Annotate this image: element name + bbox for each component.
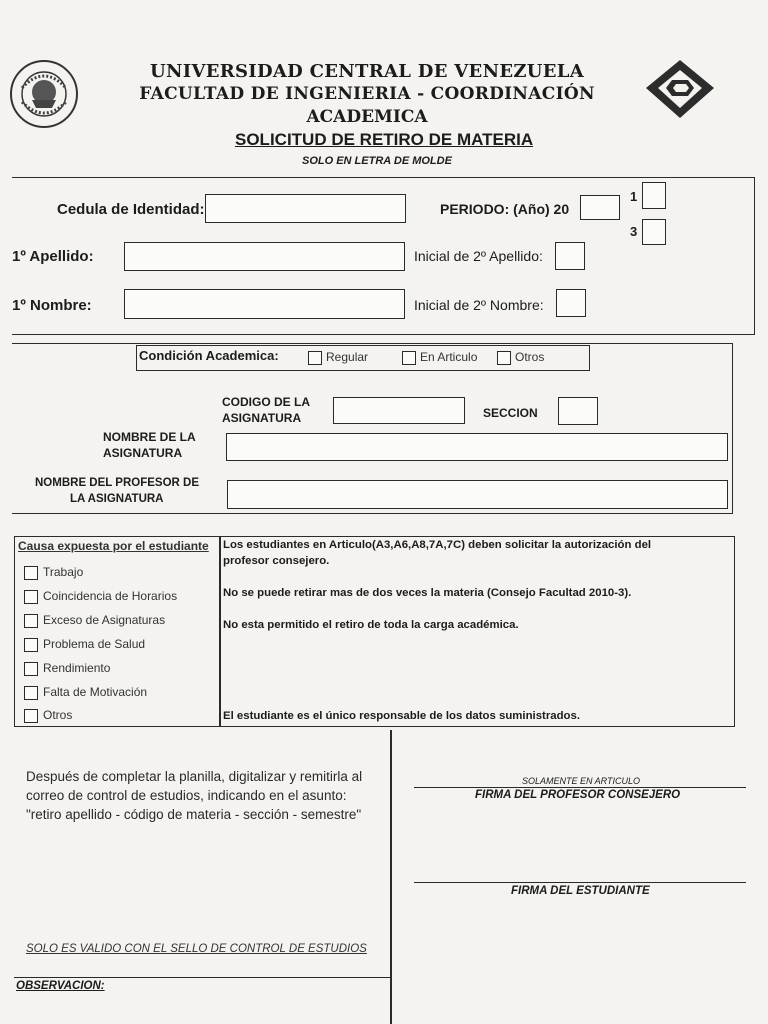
form-title: SOLICITUD DE RETIRO DE MATERIA xyxy=(235,130,534,149)
periodo-label: PERIODO: (Año) 20 xyxy=(440,201,570,217)
cause-label: Exceso de Asignaturas xyxy=(43,613,166,627)
instructions-line2: correo de control de estudios, indicando en el asunto: xyxy=(26,788,347,803)
profesor-label-line2: LA ASIGNATURA xyxy=(70,493,164,505)
periodo-year-field[interactable] xyxy=(580,195,620,220)
inicial-nombre-label: Inicial de 2º Nombre: xyxy=(414,297,544,313)
nombre-label: 1º Nombre: xyxy=(12,297,92,314)
coincidencia-checkbox[interactable] xyxy=(24,590,38,604)
cause-label: Coincidencia de Horarios xyxy=(43,589,178,603)
firma-estudiante-label: FIRMA DEL ESTUDIANTE xyxy=(511,885,650,897)
regular-label: Regular xyxy=(326,350,369,364)
cause-label: Problema de Salud xyxy=(43,637,146,651)
condicion-label: Condición Academica: xyxy=(139,348,279,363)
cause-label: Rendimiento xyxy=(43,661,111,675)
regular-checkbox[interactable] xyxy=(308,351,322,365)
cause-label: Falta de Motivación xyxy=(43,685,148,699)
seccion-label: SECCION xyxy=(483,406,538,420)
en-articulo-checkbox[interactable] xyxy=(402,351,416,365)
codigo-label: CODIGO DE LA xyxy=(222,395,311,409)
inicial-apellido-field[interactable] xyxy=(555,242,585,270)
note-retiro-limite: No se puede retirar mas de dos veces la materia (Consejo Facultad 2010-3). xyxy=(223,587,632,599)
inicial-apellido-label: Inicial de 2º Apellido: xyxy=(414,248,543,264)
apellido-field[interactable] xyxy=(124,242,405,271)
causes-divider xyxy=(219,537,221,726)
en-articulo-label: En Articulo xyxy=(420,350,478,364)
nombre-asignatura-label-line2: ASIGNATURA xyxy=(103,446,183,460)
profesor-label: NOMBRE DEL PROFESOR DE xyxy=(35,477,199,489)
term-1-checkbox[interactable] xyxy=(642,182,666,209)
nombre-asignatura-label: NOMBRE DE LA xyxy=(103,430,196,444)
seccion-field[interactable] xyxy=(558,397,598,425)
cedula-field[interactable] xyxy=(205,194,406,223)
firma-estudiante-line[interactable] xyxy=(414,882,746,883)
profesor-field[interactable] xyxy=(227,480,728,509)
note-carga-academica: No esta permitido el retiro de toda la carga académica. xyxy=(223,619,519,631)
causes-header: Causa expuesta por el estudiante xyxy=(18,539,209,553)
otros-checkbox[interactable] xyxy=(497,351,511,365)
firma-profesor-label: FIRMA DEL PROFESOR CONSEJERO xyxy=(475,789,681,801)
faculty-name: FACULTAD DE INGENIERIA - COORDINACIÓN xyxy=(139,84,595,104)
otros-cause-checkbox[interactable] xyxy=(24,709,38,723)
salud-checkbox[interactable] xyxy=(24,638,38,652)
note-responsable: El estudiante es el único responsable de los datos suministrados. xyxy=(223,710,581,722)
cedula-label: Cedula de Identidad: xyxy=(57,201,205,218)
observacion-label: OBSERVACION: xyxy=(16,980,105,992)
term-3-checkbox[interactable] xyxy=(642,219,666,245)
inicial-nombre-field[interactable] xyxy=(556,289,586,317)
form-subtitle: SOLO EN LETRA DE MOLDE xyxy=(302,155,452,167)
instructions-line1: Después de completar la planilla, digitalizar y remitirla al xyxy=(26,769,363,784)
note-articulo-line2: profesor consejero. xyxy=(223,555,330,567)
codigo-field[interactable] xyxy=(333,397,465,424)
university-name: UNIVERSIDAD CENTRAL DE VENEZUELA xyxy=(149,61,585,82)
cause-label: Otros xyxy=(43,708,73,722)
otros-label: Otros xyxy=(515,350,545,364)
term-1-label: 1 xyxy=(630,189,638,204)
cause-label: Trabajo xyxy=(43,565,84,579)
bottom-vertical-divider xyxy=(390,730,392,1024)
observacion-top-line xyxy=(14,977,390,978)
trabajo-checkbox[interactable] xyxy=(24,566,38,580)
codigo-label-line2: ASIGNATURA xyxy=(222,411,302,425)
sello-notice: SOLO ES VALIDO CON EL SELLO DE CONTROL DE ESTUDIOS xyxy=(26,943,367,955)
nombre-field[interactable] xyxy=(124,289,405,319)
term-3-label: 3 xyxy=(630,224,638,239)
faculty-name-line2: ACADEMICA xyxy=(306,107,428,127)
exceso-checkbox[interactable] xyxy=(24,614,38,628)
apellido-label: 1º Apellido: xyxy=(12,248,94,265)
instructions-line3: "retiro apellido - código de materia - sección - semestre" xyxy=(26,807,362,822)
note-articulo: Los estudiantes en Articulo(A3,A6,A8,7A,7C) deben solicitar la autorización del xyxy=(223,539,652,551)
solamente-articulo-label: SOLAMENTE EN ARTICULO xyxy=(522,776,641,786)
motivacion-checkbox[interactable] xyxy=(24,686,38,700)
nombre-asignatura-field[interactable] xyxy=(226,433,728,461)
rendimiento-checkbox[interactable] xyxy=(24,662,38,676)
